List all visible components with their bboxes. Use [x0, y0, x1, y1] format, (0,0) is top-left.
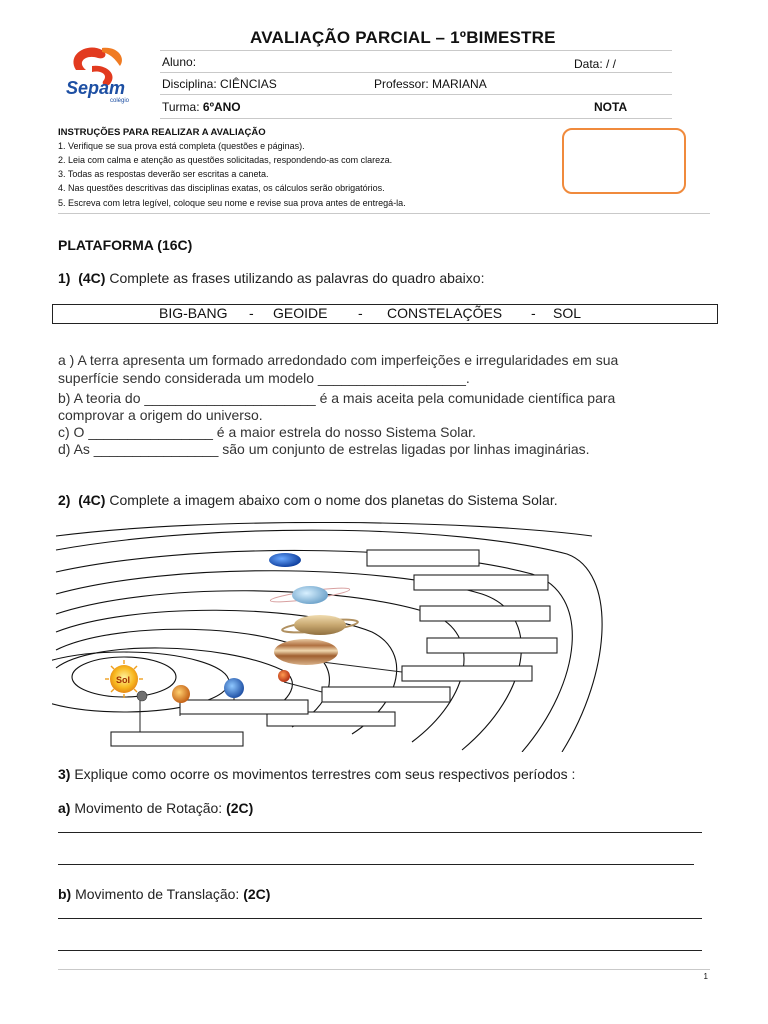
word-bank-item: GEOIDE	[273, 305, 328, 321]
q1-line-c[interactable]: c) O ________________ é a maior estrela do nosso Sistema Solar.	[58, 424, 476, 440]
q3-b-text: Movimento de Translação:	[71, 886, 244, 902]
instruction-item: 1. Verifique se sua prova está completa (questões e páginas).	[58, 141, 305, 151]
q1-points: (4C)	[78, 270, 106, 286]
word-bank-separator: -	[531, 305, 536, 321]
q3-text: Explique como ocorre os movimentos terrestres com seus respectivos períodos :	[70, 766, 576, 782]
disciplina-label: Disciplina: CIÊNCIAS	[162, 77, 277, 91]
word-bank-item: CONSTELAÇÕES	[387, 305, 503, 321]
q2-text: Complete a imagem abaixo com o nome dos planetas do Sistema Solar.	[105, 492, 558, 508]
neptune-icon	[269, 553, 301, 567]
q1-line-a1: a ) A terra apresenta um formado arredondado com imperfeições e irregularidades em sua	[58, 352, 619, 368]
header-divider	[160, 50, 672, 51]
mercury-icon	[137, 691, 147, 701]
planet-box-mars[interactable]	[402, 666, 532, 681]
planet-box-earth[interactable]	[322, 687, 450, 702]
instruction-item: 5. Escreva com letra legível, coloque seu nome e revise sua prova antes de entregá-la.	[58, 198, 406, 208]
q3-b-points: (2C)	[243, 886, 271, 902]
planet-box-saturn[interactable]	[420, 606, 550, 621]
planet-box-uranus[interactable]	[414, 575, 548, 590]
sepam-logo-icon	[62, 40, 136, 104]
turma-value: 6ºANO	[202, 100, 241, 114]
answer-line[interactable]	[58, 864, 694, 865]
planet-box-mercury[interactable]	[111, 732, 243, 746]
q3-a-label	[58, 800, 253, 816]
venus-icon	[172, 685, 190, 703]
q1-number: 1)	[58, 270, 71, 286]
aluno-label: Aluno:	[162, 55, 197, 69]
q3-a-prefix: a)	[58, 800, 71, 816]
q1-line-a2[interactable]: superfície sendo considerada um modelo ___________________.	[58, 370, 470, 386]
word-bank-item: BIG-BANG	[159, 305, 228, 321]
solar-system-diagram	[52, 522, 612, 752]
professor-label: Professor: MARIANA	[374, 77, 487, 91]
q3-a-points: (2C)	[226, 800, 254, 816]
header-divider	[160, 118, 672, 119]
instruction-item: 2. Leia com calma e atenção as questões solicitadas, respondendo-as com clareza.	[58, 155, 393, 165]
word-bank-separator: -	[358, 305, 363, 321]
earth-icon	[224, 678, 244, 698]
word-bank-separator: -	[249, 305, 254, 321]
turma-label	[162, 100, 241, 114]
uranus-icon	[270, 585, 350, 604]
instructions-divider	[58, 213, 710, 214]
planet-box-neptune[interactable]	[367, 550, 479, 566]
q3-number: 3)	[58, 766, 71, 782]
instructions-title: INSTRUÇÕES PARA REALIZAR A AVALIAÇÃO	[58, 127, 266, 138]
planet-box-extra[interactable]	[180, 700, 308, 714]
turma-prefix: Turma:	[162, 100, 203, 114]
q2-points: (4C)	[78, 492, 106, 508]
word-bank-item: SOL	[553, 305, 582, 321]
q1-line-d[interactable]: d) As ________________ são um conjunto de estrelas ligadas por linhas imaginárias.	[58, 441, 590, 457]
data-label: Data: / /	[574, 57, 617, 71]
instruction-item: 4. Nas questões descritivas das disciplinas exatas, os cálculos serão obrigatórios.	[58, 183, 385, 193]
svg-text:Sepam: Sepam	[66, 78, 126, 98]
answer-line[interactable]	[58, 832, 702, 833]
q3-b-prefix: b)	[58, 886, 72, 902]
mars-icon	[278, 670, 290, 682]
q1-text: Complete as frases utilizando as palavras do quadro abaixo:	[105, 270, 485, 286]
q1-line-b2: comprovar a origem do universo.	[58, 407, 263, 423]
saturn-icon	[282, 615, 359, 635]
q3-b-label	[58, 886, 270, 902]
footer-divider	[58, 969, 710, 970]
nota-label: NOTA	[594, 100, 628, 114]
answer-line[interactable]	[58, 918, 702, 919]
question-1	[58, 270, 484, 286]
school-logo	[62, 40, 136, 104]
word-bank-box	[52, 304, 718, 324]
q1-line-b1[interactable]: b) A teoria do ______________________ é a mais aceita pela comunidade científica para	[58, 390, 616, 406]
header-divider	[160, 94, 672, 95]
grade-box[interactable]	[562, 128, 686, 194]
question-2	[58, 492, 558, 508]
page-title: AVALIAÇÃO PARCIAL – 1ºBIMESTRE	[250, 28, 556, 47]
planet-box-jupiter[interactable]	[427, 638, 557, 653]
question-3	[58, 766, 575, 782]
q2-number: 2)	[58, 492, 71, 508]
jupiter-icon	[274, 639, 338, 665]
header-divider	[160, 72, 672, 73]
svg-text:Sol: Sol	[116, 675, 131, 685]
section-title: PLATAFORMA (16C)	[58, 237, 193, 253]
svg-text:colégio: colégio	[110, 98, 130, 104]
instruction-item: 3. Todas as respostas deverão ser escritas a caneta.	[58, 169, 269, 179]
answer-line[interactable]	[58, 950, 702, 951]
q3-a-text: Movimento de Rotação:	[70, 800, 227, 816]
sun-icon	[105, 660, 143, 698]
page-number: 1	[703, 972, 708, 981]
